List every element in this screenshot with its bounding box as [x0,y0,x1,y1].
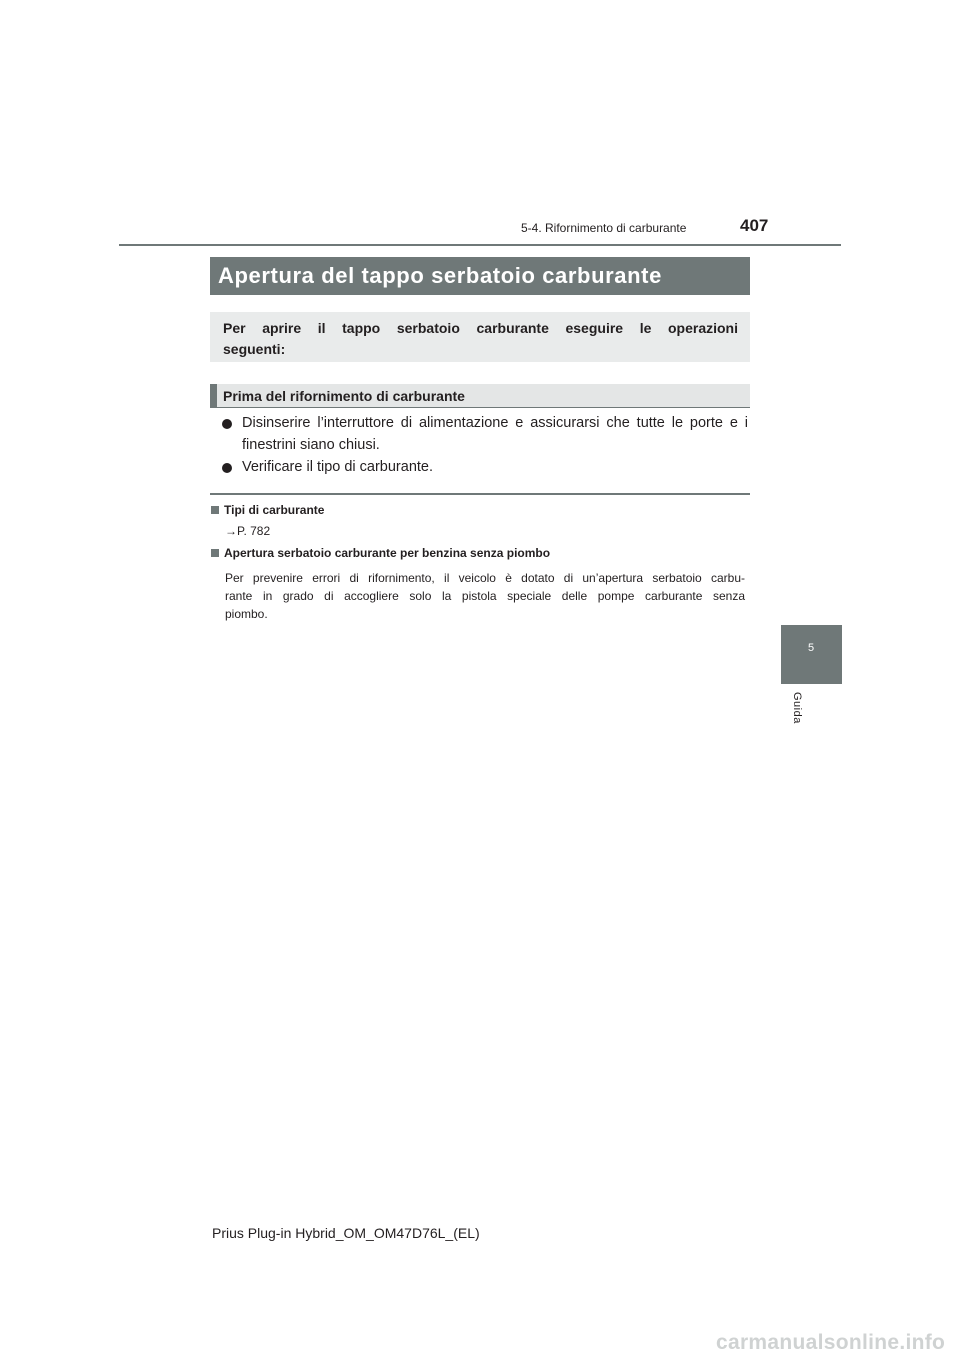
bullet-text-line: finestrini siano chiusi. [242,436,380,453]
note-heading-text: Tipi di carburante [224,503,325,517]
bullet-icon [222,419,232,429]
intro-box [210,312,750,362]
chapter-number: 5 [808,642,815,654]
note-heading [211,546,550,560]
note-body-line: Per prevenire errori di rifornimento, il veicolo è dotato di un’apertura serbatoio carbu- [225,571,745,585]
note-heading-text: Apertura serbatoio carburante per benzina senza piombo [224,546,551,560]
footer-model: Prius Plug-in Hybrid_OM_OM47D76L_(EL) [212,1225,480,1241]
section-header: 5-4. Rifornimento di carburante [521,221,687,235]
note-body-line: piombo. [225,607,268,621]
bullet-item [222,413,748,456]
header-divider [119,244,841,246]
subsection-heading [210,384,750,408]
bullet-text-line: Verificare il tipo di carburante. [242,459,434,475]
page-number: 407 [740,216,769,235]
bullet-item [222,457,748,479]
bullet-text-line: Disinserire l’interruttore di alimentazione e assicurarsi che tutte le porte e i [242,415,748,431]
section-divider [210,493,750,495]
note-body-line: rante in grado di accogliere solo la pistola speciale delle pompe carburante senza [225,589,745,603]
note-body [225,569,745,623]
page-title-band [210,257,750,295]
intro-line-1: Per aprire il tappo serbatoio carburante eseguire le operazioni [223,320,738,336]
chapter-label: Guida [791,692,803,724]
watermark: carmanualsonline.info [716,1331,946,1354]
page-title: Apertura del tappo serbatoio carburante [218,263,662,288]
page-reference-link[interactable]: →P. 782 [225,524,271,538]
square-bullet-icon [211,506,219,514]
chapter-tab [781,625,842,684]
bullet-icon [222,463,232,473]
square-bullet-icon [211,549,219,557]
intro-line-2: seguenti: [223,341,286,357]
subsection-title: Prima del rifornimento di carburante [223,387,465,404]
note-heading [211,503,324,517]
